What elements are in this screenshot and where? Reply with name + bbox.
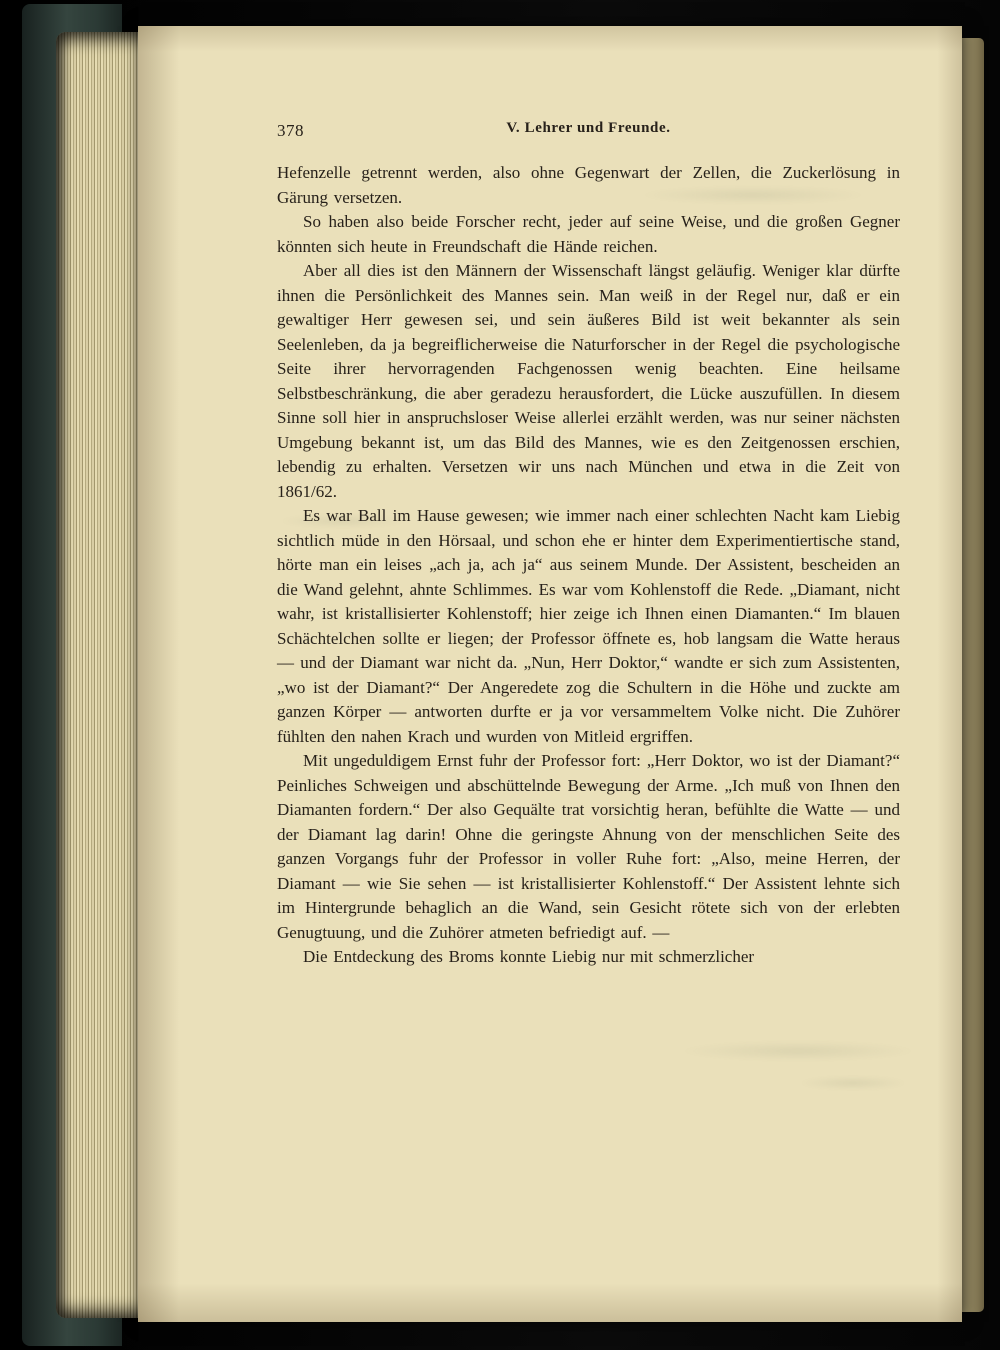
book-page — [138, 26, 962, 1322]
page-edge-stack — [56, 32, 148, 1318]
paragraph: Die Entdeckung des Broms konnte Liebig nur mit schmerzlicher — [303, 947, 755, 966]
running-header: V. Lehrer und Freunde. — [506, 120, 671, 136]
show-through-mark — [798, 1076, 908, 1090]
show-through-mark — [678, 1041, 918, 1061]
paragraph: Es war Ball im Hause gewesen; wie immer nach einer schlechten Nacht kam Liebig sichtlich müde in den Hörsaal, und schon ehe er hinter dem Experimentiertische stand, hörte man ein leises „ach ja, ach ja“ aus seinem Munde. Der Assistent, bescheiden an die Wand gelehnt, ahnte Schlimmes. Es war vom Kohlenstoff die Rede. „Diamant, nicht wahr, ist kristallisierter Kohlenstoff; hier zeige ich Ihnen einen Diamanten.“ Im blauen Schächtelchen sollte er liegen; der Professor öffnete es, hob langsam die Watte heraus — und der Diamant war nicht da. „Nun, Herr Doktor,“ wandte er sich zum Assistenten, „wo ist der Diamant?“ Der Angeredete zog die Schultern in die Höhe und zuckte am ganzen Körper — antworten durfte er ja vor versammeltem Volke nicht. Die Zuhörer fühlten den nahen Krach und wurden von Mitleid ergriffen. — [277, 506, 900, 746]
page-header — [277, 120, 900, 146]
page-body-text — [277, 161, 900, 970]
paragraph: So haben also beide Forscher recht, jeder auf seine Weise, und die großen Gegner könnten sich heute in Freundschaft die Hände reichen. — [277, 212, 900, 256]
paragraph: Mit ungeduldigem Ernst fuhr der Professor fort: „Herr Doktor, wo ist der Diamant?“ Peinliches Schweigen und abschüttelnde Bewegung der Arme. „Ich muß von Ihnen den Diamanten fordern.“ Der also Gequälte trat vorsichtig heran, befühlte die Watte — und der Diamant lag darin! Ohne die geringste Ahnung von der menschlichen Seite des ganzen Vorgangs fuhr der Professor in voller Ruhe fort: „Also, meine Herren, der Diamant — wie Sie sehen — ist kristallisierter Kohlenstoff.“ Der Assistent lehnte sich im Hintergrunde behaglich an die Wand, sein Gesicht rötete sich von der erlebten Genugtuung, und die Zuhörer atmeten befriedigt auf. — — [277, 751, 900, 942]
paragraph: Hefenzelle getrennt werden, also ohne Gegenwart der Zellen, die Zuckerlösung in Gärung versetzen. — [277, 163, 900, 207]
paragraph: Aber all dies ist den Männern der Wissenschaft längst geläufig. Weniger klar dürfte ihnen die Persönlichkeit des Mannes sein. Man weiß in der Regel nur, daß er ein gewaltiger Herr gewesen sei, und sein äußeres Bild ist weit bekannter als sein Seelenleben, da ja begreiflicherweise die Naturforscher in der Regel die psychologische Seite ihrer hervorragenden Fachgenossen wenig beachten. Eine heilsame Selbstbeschränkung, die aber geradezu herausfordert, die Lücke auszufüllen. In diesem Sinne soll hier in anspruchsloser Weise allerlei erzählt werden, was nur seiner nächsten Umgebung bekannt ist, um das Bild des Mannes, wie es den Zeitgenossen erschien, lebendig zu erhalten. Versetzen wir uns nach München und etwa in die Zeit von 1861/62. — [277, 261, 900, 501]
page-text-area — [277, 120, 900, 970]
page-number: 378 — [277, 121, 304, 140]
